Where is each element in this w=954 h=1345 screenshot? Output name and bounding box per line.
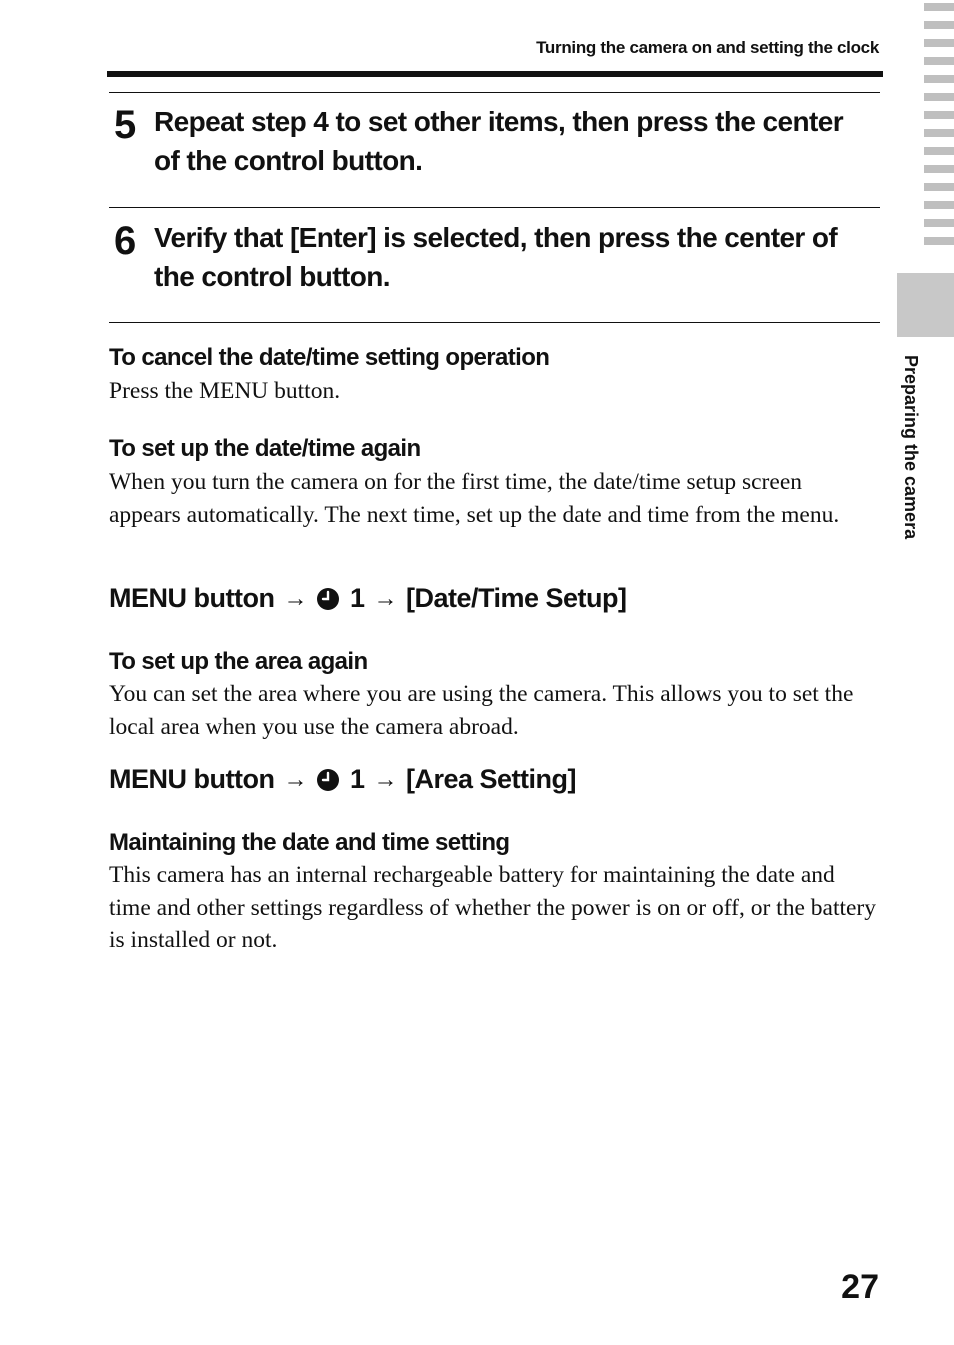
section-rule	[109, 322, 880, 323]
clock-setup-icon	[316, 587, 340, 611]
step-text: Repeat step 4 to set other items, then press the center of the control button.	[154, 106, 843, 176]
datetime-again-heading: To set up the date/time again	[109, 435, 421, 462]
side-index-tabs	[924, 0, 954, 255]
index-tab-bar	[924, 147, 954, 155]
menu-item: [Area Setting]	[405, 764, 577, 794]
side-index-tab-active	[897, 273, 954, 337]
index-tab-bar	[924, 165, 954, 173]
index-tab-bar	[924, 57, 954, 65]
menu-path-start: MENU button	[109, 764, 275, 794]
arrow-right-icon: →	[373, 584, 397, 612]
menu-path-datetime	[109, 583, 627, 614]
index-tab-bar	[924, 3, 954, 11]
index-tab-bar	[924, 21, 954, 29]
running-header: Turning the camera on and setting the clock	[536, 38, 879, 57]
index-tab-bar	[924, 201, 954, 209]
clock-setup-icon	[316, 768, 340, 792]
index-tab-bar	[924, 111, 954, 119]
step-number: 5	[114, 103, 137, 147]
arrow-right-icon: →	[283, 584, 307, 612]
cancel-body: Press the MENU button.	[109, 378, 341, 404]
menu-path-start: MENU button	[109, 583, 275, 613]
index-tab-bar	[924, 219, 954, 227]
step-rule	[109, 207, 880, 208]
index-tab-bar	[924, 237, 954, 245]
index-tab-bar	[924, 39, 954, 47]
area-again-heading: To set up the area again	[109, 648, 368, 675]
page-number: 27	[841, 1268, 879, 1306]
step-rule	[109, 92, 880, 93]
datetime-again-body: When you turn the camera on for the first time, the date/time setup screen appears automatically. The next time, set up the date and time from the menu.	[109, 469, 840, 528]
side-section-label: Preparing the camera	[901, 355, 921, 540]
step-text: Verify that [Enter] is selected, then press the center of the control button.	[154, 222, 838, 292]
menu-tab-number: 1	[349, 764, 365, 794]
index-tab-bar	[924, 75, 954, 83]
maintaining-heading: Maintaining the date and time setting	[109, 829, 510, 856]
step-6	[114, 218, 884, 308]
index-tab-bar	[924, 183, 954, 191]
header-rule	[107, 71, 883, 77]
arrow-right-icon: →	[373, 765, 397, 793]
index-tab-bar	[924, 129, 954, 137]
area-again-body: You can set the area where you are using the camera. This allows you to set the local area when you use the camera abroad.	[109, 681, 854, 740]
menu-tab-number: 1	[349, 583, 365, 613]
step-5	[114, 102, 884, 192]
cancel-heading: To cancel the date/time setting operation	[109, 344, 550, 371]
step-number: 6	[114, 219, 137, 263]
menu-path-area	[109, 764, 576, 795]
menu-item: [Date/Time Setup]	[405, 583, 627, 613]
maintaining-body: This camera has an internal rechargeable battery for maintaining the date and time and other settings regardless of whether the power is on or off, or the battery is installed or not.	[109, 862, 877, 953]
arrow-right-icon: →	[283, 765, 307, 793]
index-tab-bar	[924, 93, 954, 101]
